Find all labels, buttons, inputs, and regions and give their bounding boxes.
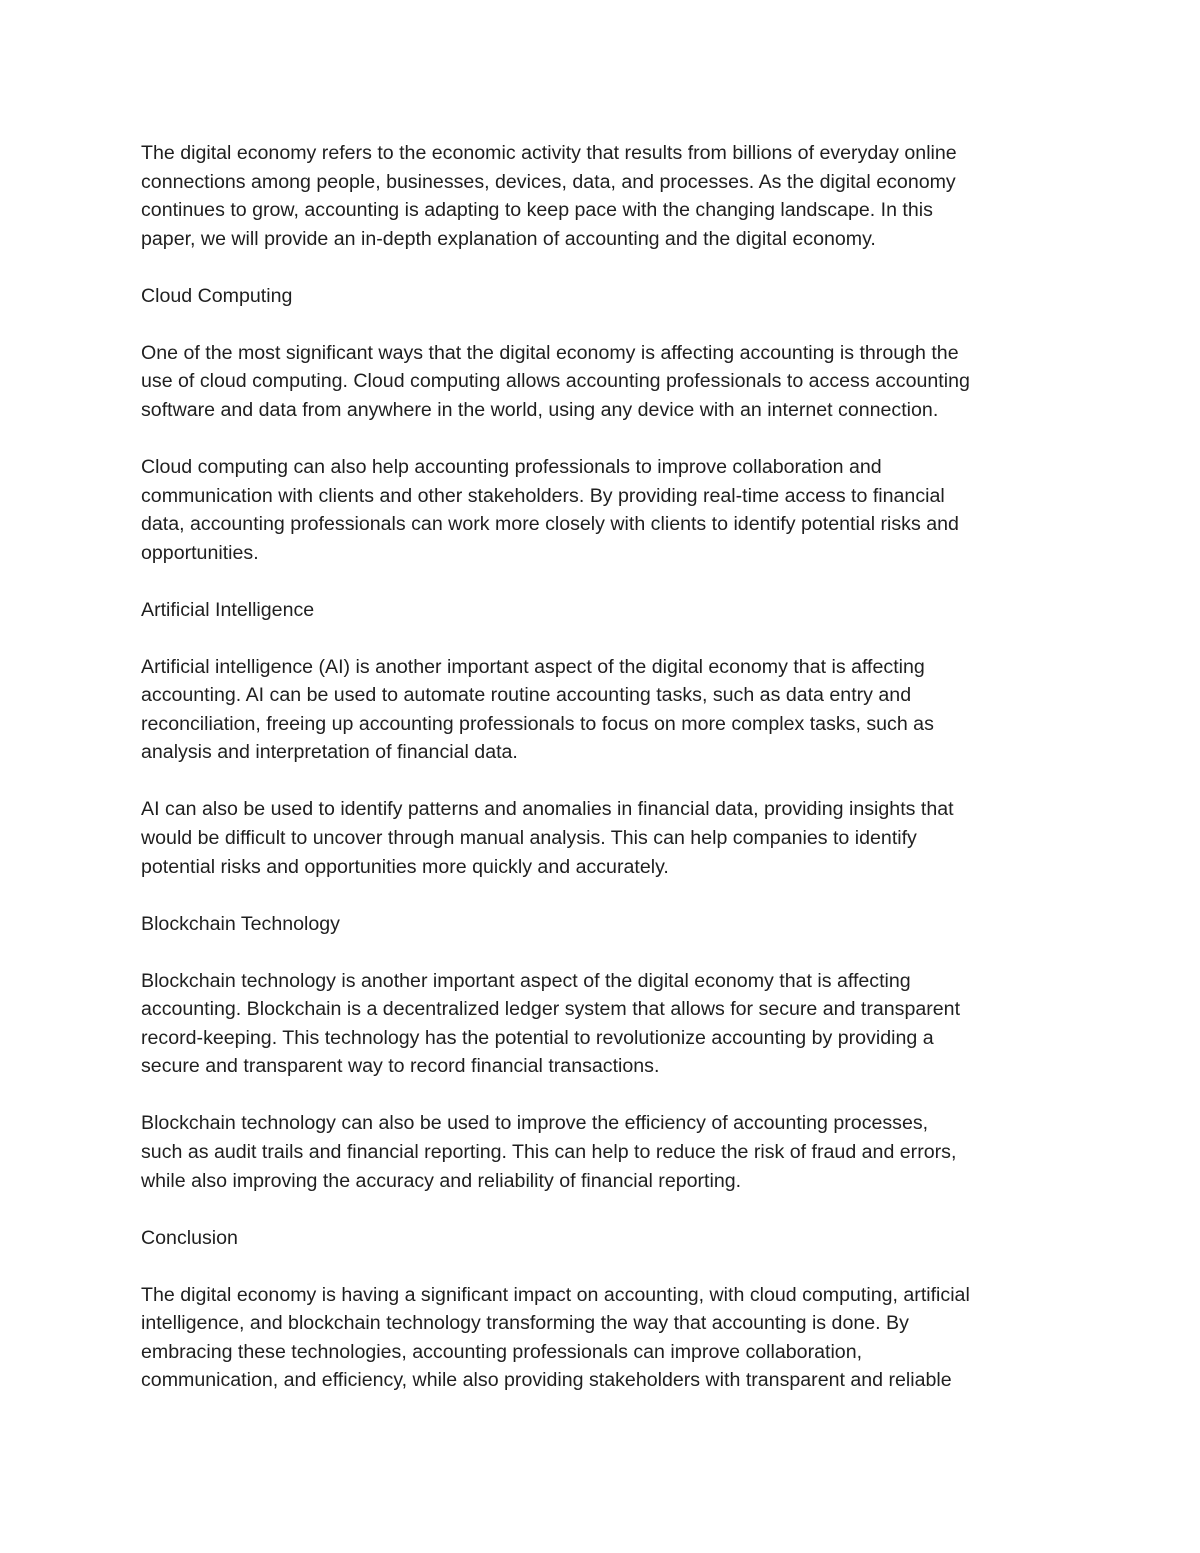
text-line: Blockchain Technology	[141, 912, 340, 935]
text-line: AI can also be used to identify patterns and anomalies in financial data, providing insights that	[141, 798, 954, 821]
text-line: One of the most significant ways that the digital economy is affecting accounting is through the	[141, 341, 959, 364]
text-line: record-keeping. This technology has the potential to revolutionize accounting by providing a	[141, 1026, 934, 1049]
paragraph	[141, 795, 1071, 881]
text-line: Cloud computing can also help accounting professionals to improve collaboration and	[141, 455, 882, 478]
text-line: The digital economy is having a significant impact on accounting, with cloud computing, artificial	[141, 1283, 970, 1306]
section-heading	[141, 596, 1071, 625]
text-line: Blockchain technology is another important aspect of the digital economy that is affecting	[141, 969, 911, 992]
text-line: Artificial Intelligence	[141, 598, 315, 621]
text-line: Blockchain technology can also be used to improve the efficiency of accounting processes,	[141, 1112, 929, 1135]
text-line: reconciliation, freeing up accounting professionals to focus on more complex tasks, such as	[141, 712, 934, 735]
text-line: connections among people, businesses, devices, data, and processes. As the digital economy	[141, 170, 956, 193]
text-line: while also improving the accuracy and reliability of financial reporting.	[141, 1169, 742, 1192]
document-body	[141, 139, 1071, 1395]
section-heading	[141, 1224, 1071, 1253]
text-line: continues to grow, accounting is adapting to keep pace with the changing landscape. In this	[141, 199, 933, 222]
text-line: accounting. AI can be used to automate routine accounting tasks, such as data entry and	[141, 684, 912, 707]
text-line: The digital economy refers to the economic activity that results from billions of everyday online	[141, 142, 957, 164]
text-line: intelligence, and blockchain technology transforming the way that accounting is done. By	[141, 1312, 909, 1335]
text-line: potential risks and opportunities more quickly and accurately.	[141, 855, 669, 878]
text-line: Conclusion	[141, 1226, 238, 1249]
text-line: embracing these technologies, accounting professionals can improve collaboration,	[141, 1340, 863, 1363]
paragraph	[141, 653, 1071, 767]
text-line: use of cloud computing. Cloud computing allows accounting professionals to access accounting	[141, 370, 970, 393]
text-line: software and data from anywhere in the world, using any device with an internet connection.	[141, 398, 939, 421]
section-heading	[141, 910, 1071, 939]
text-line: Artificial intelligence (AI) is another important aspect of the digital economy that is affecting	[141, 655, 925, 678]
text-line: communication, and efficiency, while also providing stakeholders with transparent and reliable	[141, 1369, 952, 1392]
paragraph	[141, 139, 1071, 253]
text-line: secure and transparent way to record financial transactions.	[141, 1055, 660, 1078]
text-line: paper, we will provide an in-depth explanation of accounting and the digital economy.	[141, 227, 876, 250]
paragraph	[141, 453, 1071, 567]
text-line: would be difficult to uncover through manual analysis. This can help companies to identify	[141, 827, 917, 850]
text-line: Cloud Computing	[141, 284, 293, 307]
text-line: opportunities.	[141, 541, 259, 564]
paragraph	[141, 967, 1071, 1081]
section-heading	[141, 282, 1071, 311]
text-line: analysis and interpretation of financial data.	[141, 741, 518, 764]
paragraph	[141, 1109, 1071, 1195]
text-line: communication with clients and other stakeholders. By providing real-time access to financial	[141, 484, 945, 507]
text-line: data, accounting professionals can work more closely with clients to identify potential risks and	[141, 513, 959, 536]
paragraph	[141, 339, 1071, 425]
text-line: such as audit trails and financial reporting. This can help to reduce the risk of fraud and errors,	[141, 1140, 957, 1163]
text-line: accounting. Blockchain is a decentralized ledger system that allows for secure and transparent	[141, 998, 961, 1021]
paragraph	[141, 1281, 1071, 1395]
